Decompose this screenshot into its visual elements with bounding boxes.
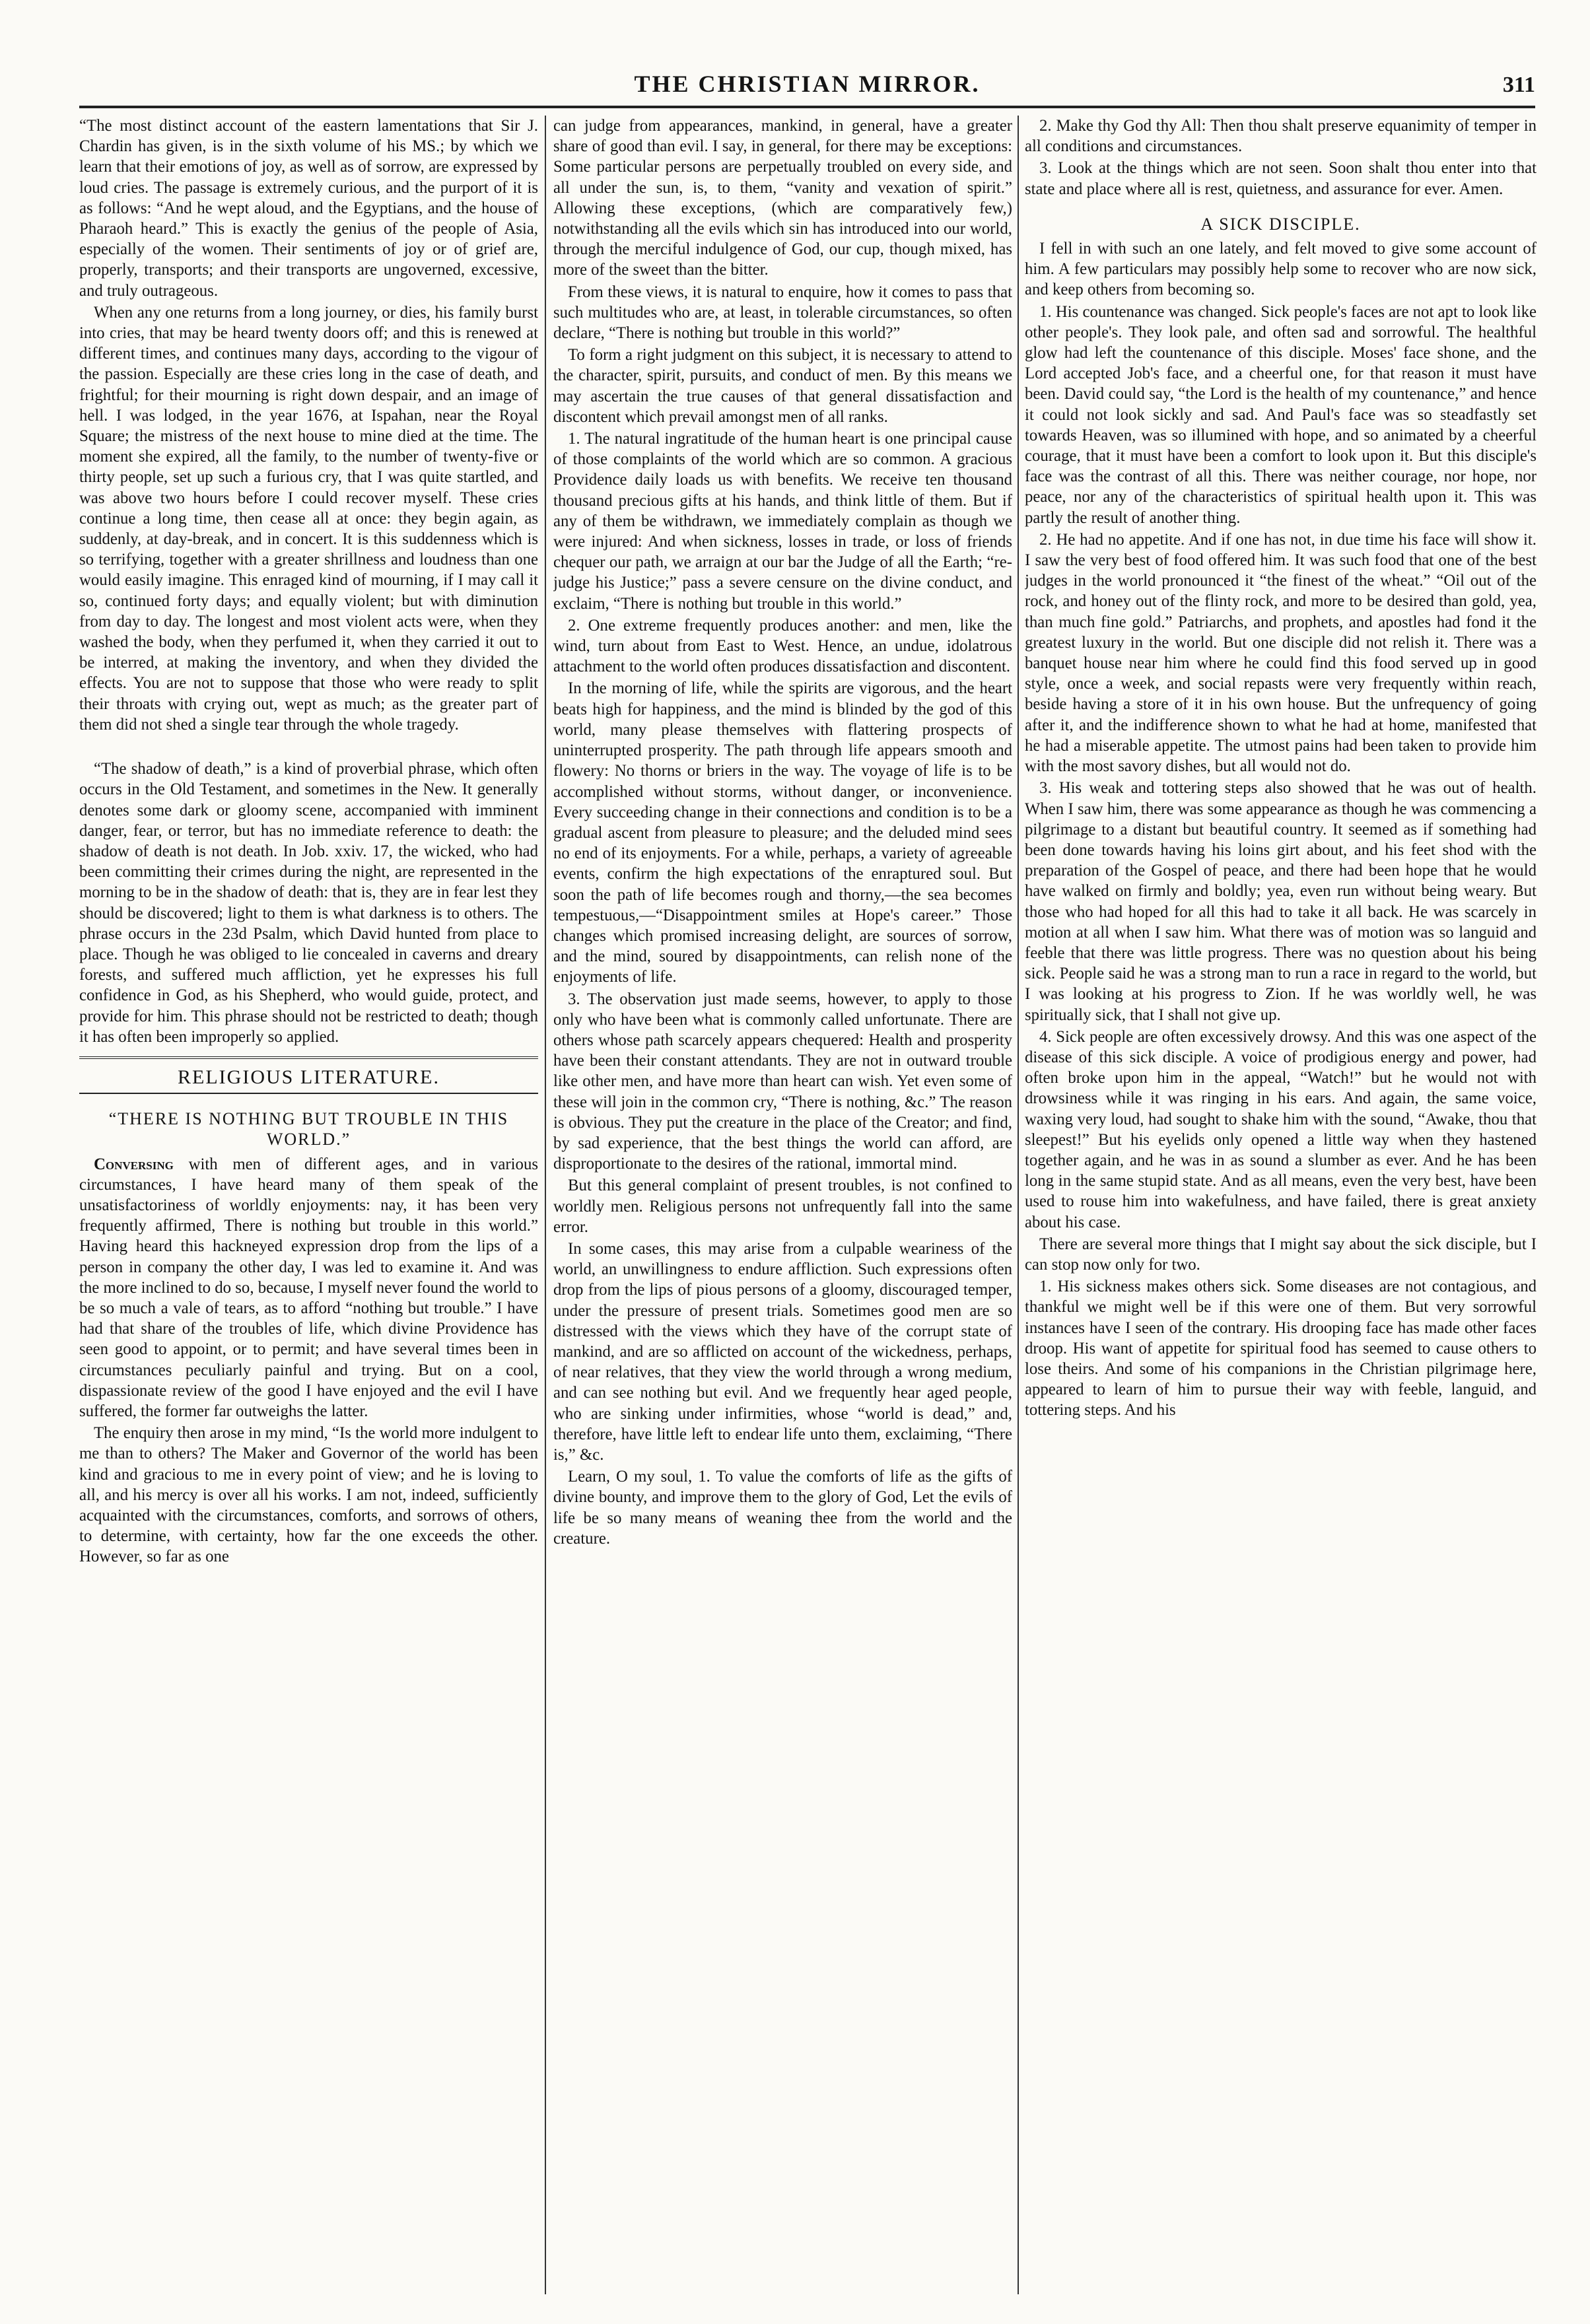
paragraph-more: There are several more things that I might say about the sick disciple, but I can stop now only for two. xyxy=(1025,1235,1537,1274)
paragraph-intro: I fell in with such an one lately, and felt moved to give some account of him. A few particulars may possibly help some to recover who are now sick, and keep others from becoming so. xyxy=(1025,240,1537,299)
paragraph-learn: Learn, O my soul, 1. To value the comforts of life as the gifts of divine bounty, and improve them to the glory of God, Let the evils of life be so many means of weaning thee from the world and the creature. xyxy=(553,1468,1012,1548)
paragraph-point-last: 1. His sickness makes others sick. Some diseases are not contagious, and thankful we might well be if this were one of them. But very sorrowful instances have I seen of the contrary. His drooping face has made other faces droop. His want of appetite for spiritual food has seemed to cause others to lose theirs. And some of his companions in the Christian pilgrimage here, appeared to learn of him to pursue their way with feeble, languid, and tottering steps. And his xyxy=(1025,1278,1537,1419)
column-left xyxy=(79,116,538,2294)
paragraph-complaint: But this general complaint of present troubles, is not confined to worldly men. Religious persons not unfrequently fall into the same error. xyxy=(553,1177,1012,1236)
article-title-sick-disciple: A SICK DISCIPLE. xyxy=(1200,214,1361,234)
paragraph-shadow-of-death: “The shadow of death,” is a kind of proverbial phrase, which often occurs in the Old Testament, and sometimes in the New. It generally denotes some dark or gloomy scene, accompanied with imminent danger, fear, or terror, but has no immediate reference to death: the shadow of death is not death. In Job. xxiv. 17, the wicked, who had been committing their crimes during the night, are represented in the morning to be in the shadow of death: that is, they are in fear lest they should be discovered; light to them is what darkness is to others. The phrase occurs in the 23d Psalm, which David hunted from place to place. Though he was obliged to lie concealed in caverns and dreary forests, and suffered much affliction, yet he expresses his full confidence in God, as his Shepherd, who would guide, protect, and provide for him. This phrase should not be restricted to death; though it has often been improperly so applied. xyxy=(79,760,538,1046)
paragraph-continued: can judge from appearances, mankind, in general, have a greater share of good than evil. I say, in general, for there may be exceptions: Some particular persons are perpetually troubled on every side, and all under the sun, is, to them, “vanity and vexation of spirit.” Allowing these exceptions, (which are comparatively few,) notwithstanding all the evils which sin has introduced into our world, through the merciful indulgence of God, our cup, though mixed, has more of the sweet than the bitter. xyxy=(553,117,1012,279)
paragraph-enquiry: The enquiry then arose in my mind, “Is the world more indulgent to me than to others? The Maker and Governor of the world has been kind and gracious to me in every point of view; and he is loving to all, and his mercy is over all his works. I am not, indeed, sufficiently acquainted with the circumstances, comforts, and sorrows of others, to determine, with certainty, how far the one exceeds the other. However, so far as one xyxy=(79,1424,538,1566)
paragraph-item-2: 2. Make thy God thy All: Then thou shalt preserve equanimity of temper in all conditions and circumstances. xyxy=(1025,117,1537,156)
column-middle xyxy=(553,116,1012,2294)
paragraph-cases: In some cases, this may arise from a culpable weariness of the world, an unwillingness to endure affliction. Such expressions often drop from the lips of pious persons of a gloomy, discouraged temper, under the pressure of present trials. Sometimes good men are so distressed with the views which they have of the corrupt state of mankind, and are so afflicted on account of the wickedness, perhaps, of near relatives, that they view the world through a wrong medium, and can see nothing but evil. And we frequently hear aged people, who are sinking under infirmities, whose “world is dead,” and, therefore, have little left to endear life unto them, exclaiming, “There is,” &c. xyxy=(553,1239,1012,1464)
journal-title: THE CHRISTIAN MIRROR. xyxy=(634,71,981,97)
paragraph-point-1: 1. The natural ingratitude of the human heart is one principal cause of those complaints of the world which are so common. A gracious Providence daily loads us with benefits. We receive ten thousand thousand precious gifts at his hands, and think little of them. But if any of them be withdrawn, we immediately complain as though we were injured: And when sickness, losses in trade, or loss of friends chequer our path, we arraign at our bar the Judge of all the Earth; “re-judge his Justice;” pass a severe censure on the divine conduct, and exclaim, “There is nothing but trouble in this world.” xyxy=(553,430,1012,613)
paragraph-item-3: 3. Look at the things which are not seen. Soon shalt thou enter into that state and place where all is rest, quietness, and assurance for ever. Amen. xyxy=(1025,159,1537,198)
spacer xyxy=(79,736,538,759)
page-number: 311 xyxy=(1502,73,1535,97)
paragraph-point-2: 2. He had no appetite. And if one has not, in due time his face will show it. I saw the very best of food offered him. It was such food that one of the best judges in the world pronounced it “the finest of the wheat.” “Oil out of the rock, and honey out of the flinty rock, and more to be desired than gold, yea, than much fine gold.” Patriarchs, and prophets, and apostles had fond it the greatest luxury in the world. But one disciple did not relish it. There was a banquet house near him where he could find this food served up in good style, once a week, and social repasts were very frequently within reach, beside having a store of it in his own house. But the unfrequency of going after it, and the indifference shown to what he had at home, manifested that he had a miserable appetite. The utmost pains had been taken to provide him with the most savory dishes, but all would not do. xyxy=(1025,530,1537,776)
paragraph-judgment: To form a right judgment on this subject, it is necessary to attend to the character, spirit, pursuits, and conduct of men. By this means we may ascertain the true causes of that general dissatisfaction and discontent which prevail amongst men of all ranks. xyxy=(553,346,1012,426)
paragraph-point-3: 3. His weak and tottering steps also showed that he was out of health. When I saw him, there was some appearance as though he was commencing a pilgrimage to a distant but beautiful country. It seemed as if something had been done towards having his loins girt about, and his feet shod with the preparation of the Gospel of peace, and there had been hope that he would have walked on firmly and boldly; yea, even run without being weary. But those who had hoped for all this had to take it all back. He was scarcely in motion at all when I saw him. What there was of motion was so languid and feeble that there was little progress. There was no question about his being sick. People said he was a strong man to run a race in regard to the world, but I was looking at his progress to Zion. If he was worldly well, he was spiritually sick, that I shall not give up. xyxy=(1025,779,1537,1024)
paragraph-point-1: 1. His countenance was changed. Sick people's faces are not apt to look like other people's. They look pale, and often sad and sorrowful. The healthful glow had left the countenance of this disciple. Moses' face shone, and the Lord accepted Job's face, and a cheerful one, for that reason it must have been. David could say, “the Lord is the health of my countenance,” and hence it could not look sickly and sad. And Paul's face was so steadfastly set towards Heaven, was so illumined with hope, and so animated by a cheerful courage, that it must have been a comfort to look upon it. But this disciple's face was the contrast of all this. There was neither courage, nor hope, nor peace, nor any of the characteristics of spiritual health upon it. This was partly the result of another thing. xyxy=(1025,302,1537,527)
section-heading: RELIGIOUS LITERATURE. xyxy=(79,1067,538,1094)
article-title: “THERE IS NOTHING BUT TROUBLE IN THIS WORLD.” xyxy=(108,1109,509,1149)
paragraph-point-4: 4. Sick people are often excessively drowsy. And this was one aspect of the disease of this sick disciple. A voice of prodigious energy and power, had often broke upon him in the appeal, “Watch!” but he would not with drowsiness while it was ringing in his ears. And again, the same voice, waxing very loud, had sought to shake him with the sound, “Awake, thou that sleepest!” But his eyelids only opened a little way when they hastened together again, and he was in as sound a slumber as ever. And he has been long in the same stupid state. And as all means, even the very best, have been used to rouse him into wakefulness, and have failed, there is great anxiety about his case. xyxy=(1025,1027,1537,1231)
lead-word: Conversing xyxy=(94,1155,174,1173)
section-divider xyxy=(79,1056,538,1059)
column-divider xyxy=(545,116,546,2294)
paragraph-chardin: “The most distinct account of the eastern lamentations that Sir J. Chardin has given, is in the sixth volume of his MS.; by which we learn that their emotions of joy, as well as of sorrow, are expressed by loud cries. The passage is extremely curious, and the purport of it is as follows: “And he wept aloud, and the Egyptians, and the house of Pharaoh heard.” This is exactly the genius of the people of Asia, especially of the women. Their sentiments of joy or of grief are, properly, transports; and their transports are ungoverned, excessive, and truly outrageous. xyxy=(79,117,538,300)
page-header xyxy=(79,66,1535,108)
paragraph-lead xyxy=(79,1154,538,1422)
paragraph-journey: When any one returns from a long journey, or dies, his family burst into cries, that may be heard twenty doors off; and this is renewed at different times, and continues many days, according to the vigour of the passion. Especially are these cries long in the case of death, and frightful; for their mourning is right down despair, and an image of hell. I was lodged, in the year 1676, at Ispahan, near the Royal Square; the mistress of the next house to mine died at the time. The moment she expired, all the family, to the number of twenty-five or thirty people, set up such a furious cry, that I was quite startled, and was above two hours before I could recover myself. These cries continue a long time, then cease all at once: they begin again, as suddenly, at day-break, and in concert. It is this suddenness which is so terrifying, together with a greater shrillness and loudness than one would easily imagine. This enraged kind of mourning, if I may call it so, continued forty days; and equally violent; but with diminution from day to day. The longest and most violent acts were, when they washed the body, when they perfumed it, when they carried it out to be interred, at making the inventory, and when they divided the effects. You are not to suppose that those who were ready to split their throats with crying out, wept as much; as the greater part of them did not shed a single tear through the whole tragedy. xyxy=(79,303,538,734)
paragraph-point-2: 2. One extreme frequently produces another: and men, like the wind, turn about from East to West. Hence, an undue, idolatrous attachment to the world often produces dissatisfaction and discontent. xyxy=(553,616,1012,676)
paragraph-morning: In the morning of life, while the spirits are vigorous, and the heart beats high for happiness, and the mind is blinded by the god of this world, many please themselves with flattering prospects of uninterrupted prosperity. The path through life appears smooth and flowery: No thorns or briers in the way. The voyage of life is to be accomplished without storms, without danger, or inconvenience. Every succeeding change in their connections and condition is to be a gradual ascent from pleasure to pleasure; and the deluded mind sees no end of its enjoyments. For a while, perhaps, a variety of agreeable events, confirm the high expectations of the enraptured soul. But soon the path of life becomes rough and thorny,—the sea becomes tempestuous,—“Disappointment smiles at Hope's career.” Those changes which promised increasing delight, are sources of sorrow, and the mind, soured by disappointments, can relish none of the enjoyments of life. xyxy=(553,679,1012,986)
paragraph-point-3: 3. The observation just made seems, however, to apply to those only who have been what is commonly called unfortunate. There are others whose path scarcely appears chequered: Health and prosperity have been their constant attendants. They are not in outward trouble like other men, and have more than heart can wish. Yet even some of these will join in the common cry, “There is nothing, &c.” The reason is obvious. They put the creature in the place of the Creator; and find, by sad experience, that the best things the world can afford, are disproportionate to the desires of the rational, immortal mind. xyxy=(553,990,1012,1173)
lead-text: with men of different ages, and in various circumstances, I have heard many of them speak of the unsatisfactoriness of worldly enjoyments: nay, it has been very frequently affirmed, There is nothing but trouble in this world.” Having heard this hackneyed expression drop from the lips of a person in company the other day, I was led to examine it. And was the more inclined to do so, because, I myself never found the world to be so much a vale of tears, as to afford “nothing but trouble.” I have had that share of the troubles of life, which divine Providence has seen good to appoint, or to permit; and have several times been in circumstances peculiarly painful and trying. But on a cool, dispassionate review of the good I have enjoyed and the evil I have suffered, the former far outweighs the latter. xyxy=(79,1155,538,1420)
paragraph-views: From these views, it is natural to enquire, how it comes to pass that such multitudes who are, at least, in tolerable circumstances, so often declare, “There is nothing but trouble in this world?” xyxy=(553,283,1012,343)
column-divider xyxy=(1018,116,1019,2294)
column-right xyxy=(1025,116,1537,2294)
